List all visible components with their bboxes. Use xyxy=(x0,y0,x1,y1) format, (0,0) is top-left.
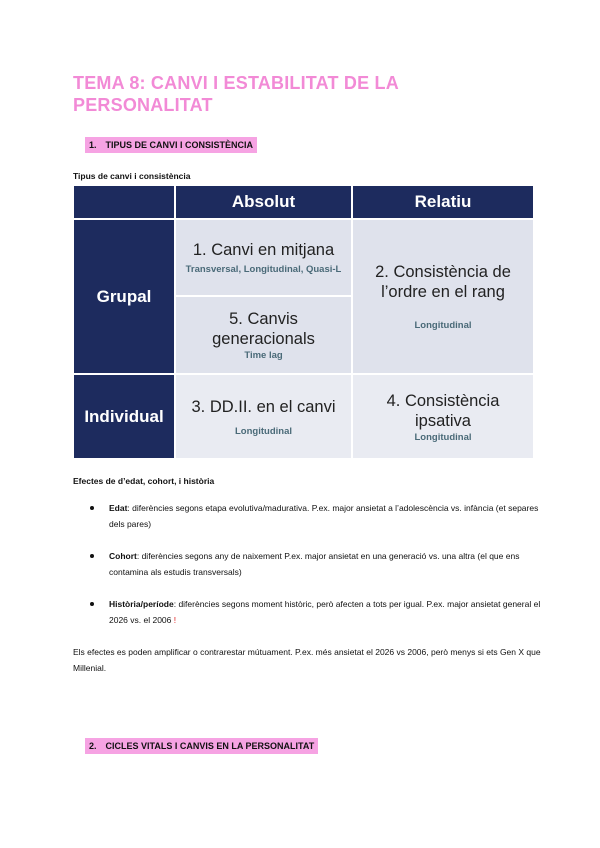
cell-method: Longitudinal xyxy=(235,425,292,437)
section-label: TIPUS DE CANVI I CONSISTÈNCIA xyxy=(105,140,254,150)
list-item xyxy=(73,500,543,532)
column-header-relatiu: Relatiu xyxy=(353,186,533,218)
definition: : diferències segons any de naixement P.ex. major ansietat en una generació vs. una altra (el que ens contamina als estudis transversals) xyxy=(109,551,520,577)
bullet-icon xyxy=(90,602,94,606)
effects-list xyxy=(73,500,543,644)
bullet-icon xyxy=(90,554,94,558)
effects-heading: Efectes de d’edat, cohort, i història xyxy=(73,476,215,486)
list-item xyxy=(73,548,543,580)
definition: : diferències segons etapa evolutiva/madurativa. P.ex. major ansietat a l’adolescència vs. infància (et separes dels pares) xyxy=(109,503,539,529)
page-title: TEMA 8: CANVI I ESTABILITAT DE LA PERSONALITAT xyxy=(73,73,399,115)
cell-canvis-generacionals xyxy=(176,297,351,373)
row-header-individual: Individual xyxy=(74,375,174,458)
section-heading-2 xyxy=(85,738,318,754)
cell-title: 2. Consistència de l’ordre en el rang xyxy=(375,263,511,301)
list-item xyxy=(73,596,543,628)
section-number: 2. xyxy=(89,741,97,751)
cell-title: 1. Canvi en mitjana xyxy=(192,241,335,259)
section-number: 1. xyxy=(89,140,97,150)
section-heading-1 xyxy=(85,137,257,153)
cell-canvi-mitjana xyxy=(176,220,351,295)
summary-paragraph: Els efectes es poden amplificar o contrarestar mútuament. P.ex. més ansietat el 2026 vs 2006, però menys si ets Gen X que Millenial. xyxy=(73,647,541,673)
cell-ddii-canvi xyxy=(176,375,351,458)
cell-title: 5. Canvis generacionals xyxy=(212,310,315,348)
cell-method: Time lag xyxy=(244,350,283,361)
cell-consistencia-ipsativa xyxy=(353,375,533,458)
exclamation-mark: ! xyxy=(173,615,177,625)
bullet-icon xyxy=(90,506,94,510)
cell-title: 4. Consistència ipsativa xyxy=(386,391,500,430)
row-header-grupal: Grupal xyxy=(74,220,174,373)
definition: : diferències segons moment històric, però afecten a tots per igual. P.ex. major ansietat general el 2026 vs. el 2006 xyxy=(109,599,541,625)
column-header-absolut: Absolut xyxy=(176,186,351,218)
cell-method: Longitudinal xyxy=(414,431,472,443)
change-types-table xyxy=(74,186,529,452)
term: Cohort xyxy=(109,551,137,561)
section-label: CICLES VITALS I CANVIS EN LA PERSONALITAT xyxy=(105,741,315,751)
table-caption: Tipus de canvi i consistència xyxy=(73,171,191,181)
cell-title: 3. DD.II. en el canvi xyxy=(191,397,336,416)
table-corner-cell xyxy=(74,186,174,218)
cell-method: Transversal, Longitudinal, Quasi-L xyxy=(185,264,342,275)
cell-consistencia-ordre xyxy=(353,220,533,373)
term: Edat xyxy=(109,503,128,513)
cell-method: Longitudinal xyxy=(414,320,472,331)
term: Història/període xyxy=(109,599,174,609)
